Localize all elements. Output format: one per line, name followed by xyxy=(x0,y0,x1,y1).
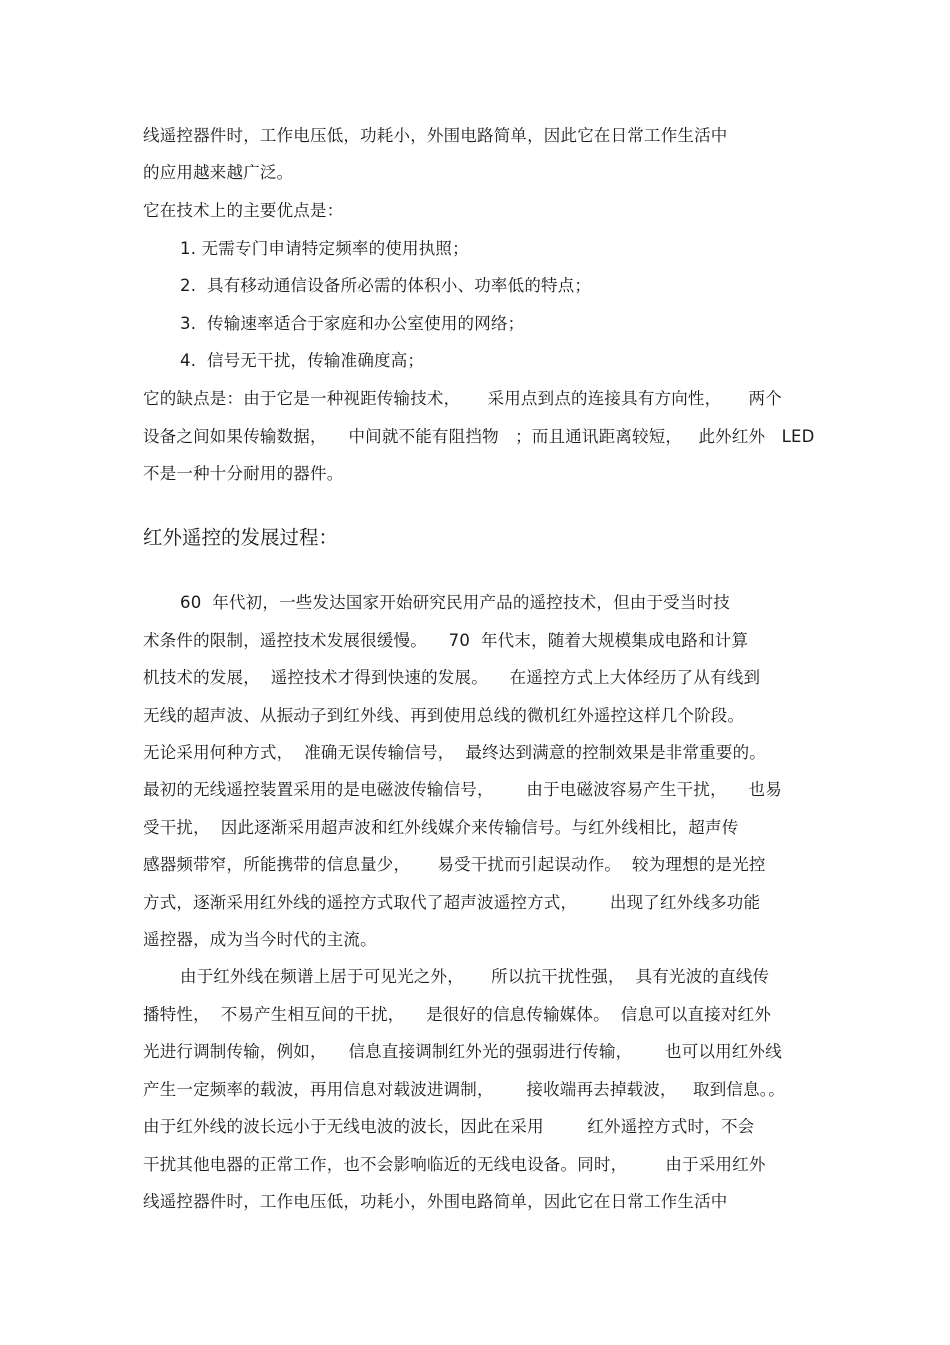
text-line: 机技术的发展， 遥控技术才得到快速的发展。 在遥控方式上大体经历了从有线到 xyxy=(143,668,761,687)
text-line: 60 年代初，一些发达国家开始研究民用产品的遥控技术，但由于受当时技 xyxy=(180,593,730,612)
text-line: 产生一定频率的载波，再用信息对载波进调制， 接收端再去掉载波， 取到信息。。 xyxy=(143,1080,785,1099)
text-line: 最初的无线遥控装置采用的是电磁波传输信号， 由于电磁波容易产生干扰， 也易 xyxy=(143,780,782,799)
text-line: 线遥控器件时，工作电压低，功耗小，外围电路简单，因此它在日常工作生活中 xyxy=(143,126,728,145)
text-line: 由于红外线的波长远小于无线电波的波长，因此在采用 红外遥控方式时，不会 xyxy=(143,1117,755,1136)
text-line: 播特性， 不易产生相互间的干扰， 是很好的信息传输媒体。 信息可以直接对红外 xyxy=(143,1005,772,1024)
text-line: 干扰其他电器的正常工作，也不会影响临近的无线电设备。同时， 由于采用红外 xyxy=(143,1155,766,1174)
text-line: 线遥控器件时，工作电压低，功耗小，外围电路简单，因此它在日常工作生活中 xyxy=(143,1192,728,1211)
text-line: 遥控器，成为当今时代的主流。 xyxy=(143,930,377,949)
text-line: 受干扰， 因此逐渐采用超声波和红外线媒介来传输信号。与红外线相比，超声传 xyxy=(143,818,739,837)
list-item: 1. 无需专门申请特定频率的使用执照； xyxy=(180,239,469,258)
list-item: 4. 信号无干扰，传输准确度高； xyxy=(180,351,425,370)
text-line: 它在技术上的主要优点是： xyxy=(143,201,344,220)
text-line: 无论采用何种方式， 准确无误传输信号， 最终达到满意的控制效果是非常重要的。 xyxy=(143,743,766,762)
text-line: 方式，逐渐采用红外线的遥控方式取代了超声波遥控方式， 出现了红外线多功能 xyxy=(143,893,761,912)
text-line: 感器频带窄，所能携带的信息量少， 易受干扰而引起误动作。 较为理想的是光控 xyxy=(143,855,766,874)
list-item: 3. 传输速率适合于家庭和办公室使用的网络； xyxy=(180,314,525,333)
text-line: 无线的超声波、从振动子到红外线、再到使用总线的微机红外遥控这样几个阶段。 xyxy=(143,706,745,725)
section-heading: 红外遥控的发展过程： xyxy=(143,526,339,549)
text-line: 的应用越来越广泛。 xyxy=(143,163,294,182)
text-line: 设备之间如果传输数据， 中间就不能有阻挡物 ；而且通讯距离较短， 此外红外 LED xyxy=(143,427,815,446)
text-line: 由于红外线在频谱上居于可见光之外， 所以抗干扰性强， 具有光波的直线传 xyxy=(180,967,770,986)
text-line: 光进行调制传输，例如， 信息直接调制红外光的强弱进行传输， 也可以用红外线 xyxy=(143,1042,782,1061)
text-line: 术条件的限制，遥控技术发展很缓慢。 70 年代末，随着大规模集成电路和计算 xyxy=(143,631,749,650)
text-line: 不是一种十分耐用的器件。 xyxy=(143,464,344,483)
list-item: 2. 具有移动通信设备所必需的体积小、功率低的特点； xyxy=(180,276,592,295)
text-line: 它的缺点是：由于它是一种视距传输技术， 采用点到点的连接具有方向性， 两个 xyxy=(143,389,782,408)
